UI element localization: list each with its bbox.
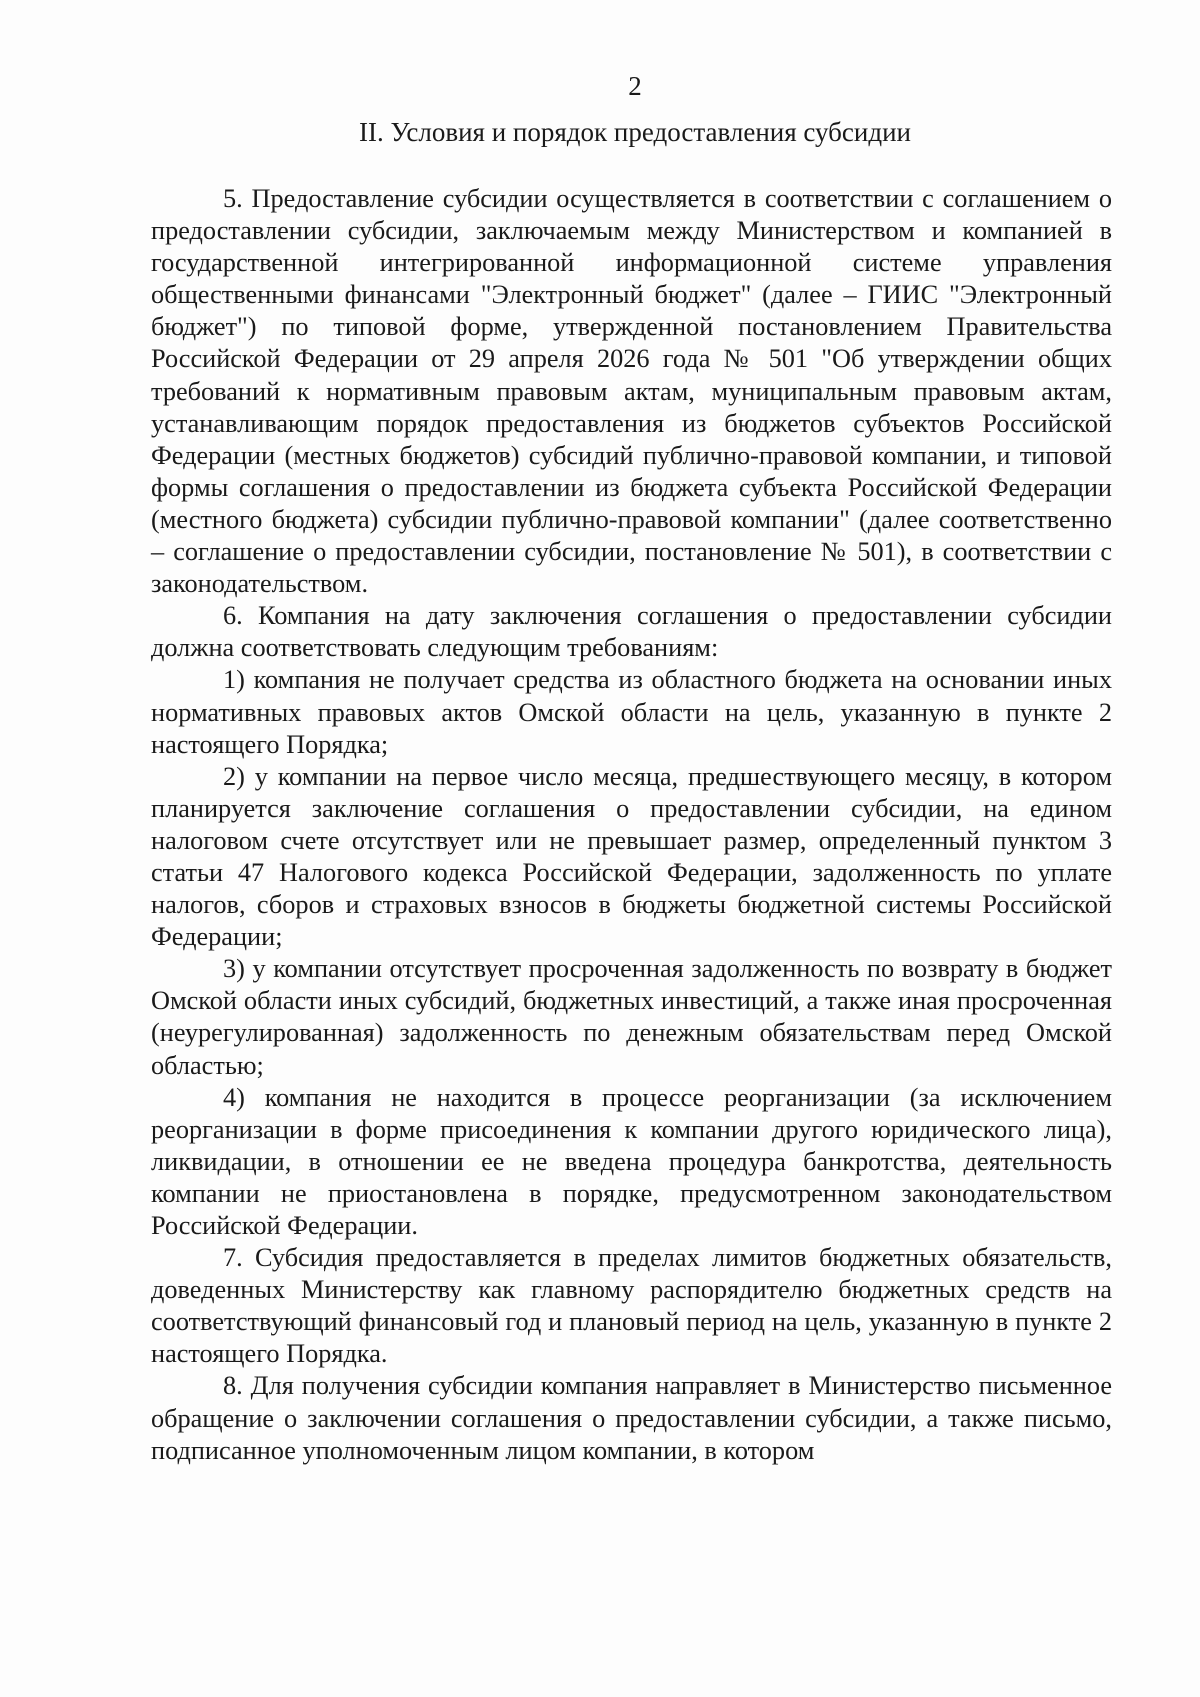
paragraph-5: 5. Предоставление субсидии осуществляется в соответствии с соглашением о предоставлении субсидии, заключаемым между Министерством и компанией в государственной интегрированной информационной системе управления общественными финансами "Электронный бюджет" (далее – ГИИС "Электронный бюджет") по типовой форме, утвержденной постановлением Правительства Российской Федерации от 29 апреля 2026 года № 501 "Об утверждении общих требований к нормативным правовым актам, муниципальным правовым актам, устанавливающим порядок предоставления из бюджетов субъектов Российской Федерации (местных бюджетов) субсидий публично-правовой компании, и типовой формы соглашения о предоставлении из бюджета субъекта Российской Федерации (местного бюджета) субсидии публично-правовой компании" (далее соответственно – соглашение о предоставлении субсидии, постановление № 501), в соответствии с законодательством. bbox=[151, 184, 1112, 599]
paragraph-6-item-4: 4) компания не находится в процессе реорганизации (за исключением реорганизации в форме присоединения к компании другого юридического лица), ликвидации, в отношении ее не введена процедура банкротства, деятельность компании не приостановлена в порядке, предусмотренном законодательством Российской Федерации. bbox=[151, 1082, 1112, 1240]
paragraph-8: 8. Для получения субсидии компания направляет в Министерство письменное обращение о заключении соглашения о предоставлении субсидии, а также письмо, подписанное уполномоченным лицом компании, в котором bbox=[151, 1371, 1112, 1465]
section-title: II. Условия и порядок предоставления субсидии bbox=[359, 117, 911, 147]
paragraph-6-item-1: 1) компания не получает средства из областного бюджета на основании иных нормативных правовых актов Омской области на цель, указанную в пункте 2 настоящего Порядка; bbox=[151, 665, 1112, 759]
paragraph-6-item-3: 3) у компании отсутствует просроченная задолженность по возврату в бюджет Омской области иных субсидий, бюджетных инвестиций, а также иная просроченная (неурегулированная) задолженность по денежным обязательствам перед Омской областью; bbox=[151, 954, 1112, 1080]
document-body bbox=[151, 183, 1112, 1467]
paragraph-6-item-2: 2) у компании на первое число месяца, предшествующего месяцу, в котором планируется заключение соглашения о предоставлении субсидии, на едином налоговом счете отсутствует или не превышает размер, определенный пунктом 3 статьи 47 Налогового кодекса Российской Федерации, задолженность по уплате налогов, сборов и страховых взносов в бюджеты бюджетной системы Российской Федерации; bbox=[151, 761, 1112, 952]
paragraph-6: 6. Компания на дату заключения соглашения о предоставлении субсидии должна соответствовать следующим требованиям: bbox=[151, 601, 1112, 663]
page-number: 2 bbox=[628, 71, 642, 101]
paragraph-7: 7. Субсидия предоставляется в пределах лимитов бюджетных обязательств, доведенных Министерству как главному распорядителю бюджетных средств на соответствующий финансовый год и плановый период на цель, указанную в пункте 2 настоящего Порядка. bbox=[151, 1243, 1112, 1369]
